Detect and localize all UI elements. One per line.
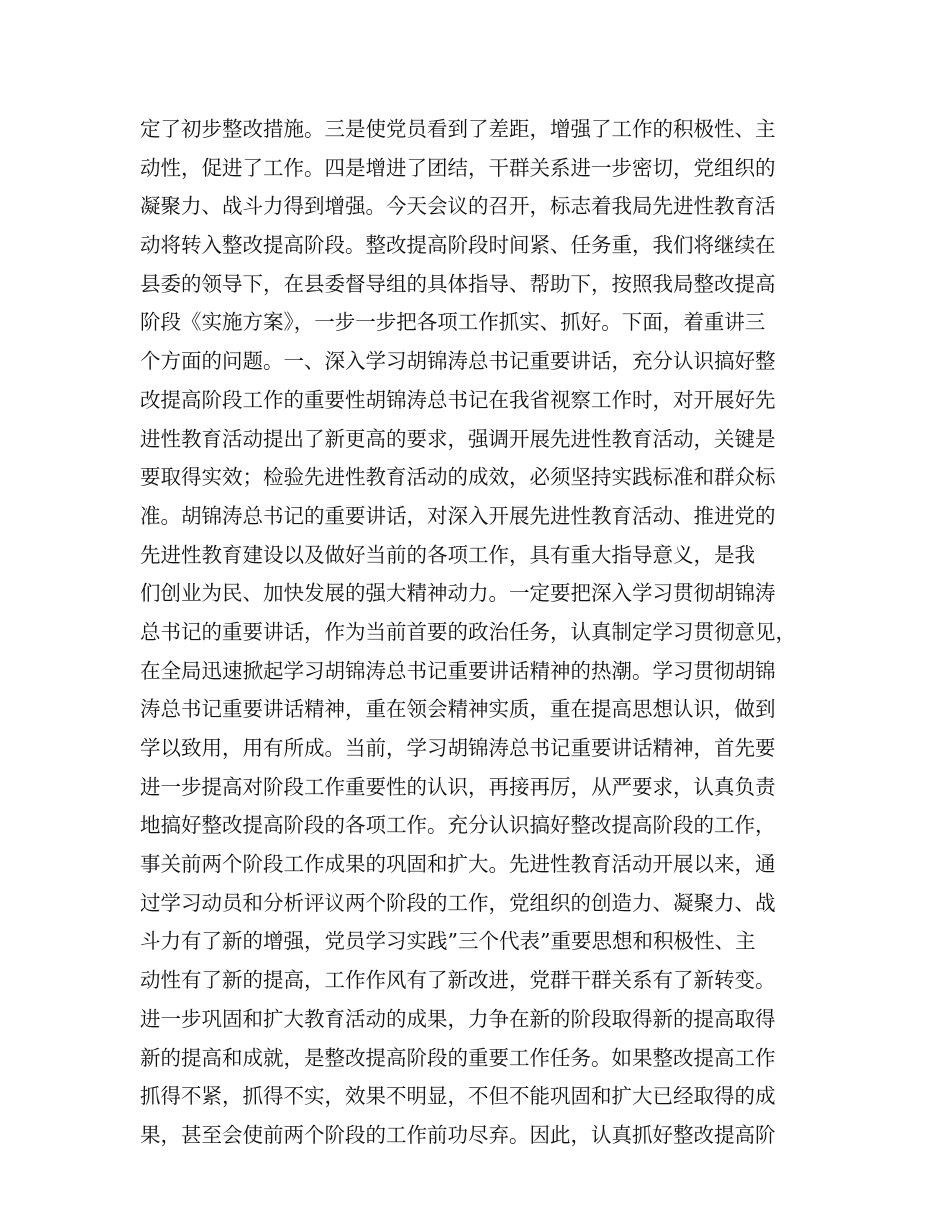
text-line: 学以致用，用有所成。当前，学习胡锦涛总书记重要讲话精神，首先要 bbox=[140, 736, 776, 760]
text-line: 过学习动员和分析评议两个阶段的工作，党组织的创造力、凝聚力、战 bbox=[140, 890, 776, 915]
text-line: 动性，促进了工作。四是增进了团结，干群关系进一步密切，党组织的 bbox=[140, 155, 776, 180]
text-line: 事关前两个阶段工作成果的巩固和扩大。先进性教育活动开展以来，通 bbox=[140, 852, 776, 877]
text-line: 改提高阶段工作的重要性胡锦涛总书记在我省视察工作时，对开展好先 bbox=[140, 387, 776, 412]
text-line: 果，甚至会使前两个阶段的工作前功尽弃。因此，认真抓好整改提高阶 bbox=[140, 1122, 776, 1147]
text-line: 进性教育活动提出了新更高的要求，强调开展先进性教育活动，关键是 bbox=[140, 426, 776, 451]
text-line: 总书记的重要讲话，作为当前首要的政治任务，认真制定学习贯彻意见， bbox=[140, 619, 796, 644]
text-line: 先进性教育建设以及做好当前的各项工作，具有重大指导意义，是我 bbox=[140, 542, 755, 567]
text-line: 地搞好整改提高阶段的各项工作。充分认识搞好整改提高阶段的工作， bbox=[140, 813, 776, 838]
text-line: 进一步巩固和扩大教育活动的成果，力争在新的阶段取得新的提高取得 bbox=[140, 1006, 776, 1031]
text-line: 抓得不紧，抓得不实，效果不明显，不但不能巩固和扩大已经取得的成 bbox=[140, 1084, 776, 1109]
text-line: 阶段《实施方案》，一步一步把各项工作抓实、抓好。下面，着重讲三 bbox=[140, 310, 766, 335]
text-line: 在全局迅速掀起学习胡锦涛总书记重要讲话精神的热潮。学习贯彻胡锦 bbox=[140, 658, 776, 683]
text-line: 定了初步整改措施。三是使党员看到了差距，增强了工作的积极性、主 bbox=[140, 117, 776, 141]
body-text bbox=[140, 110, 830, 1155]
text-line: 们创业为民、加快发展的强大精神动力。一定要把深入学习贯彻胡锦涛 bbox=[140, 581, 776, 606]
text-line: 县委的领导下，在县委督导组的具体指导、帮助下，按照我局整改提高 bbox=[140, 271, 776, 296]
text-line: 凝聚力、战斗力得到增强。今天会议的召开，标志着我局先进性教育活 bbox=[140, 194, 776, 219]
text-line: 斗力有了新的增强，党员学习实践”三个代表”重要思想和积极性、主 bbox=[140, 929, 756, 954]
text-line: 个方面的问题。一、深入学习胡锦涛总书记重要讲话，充分认识搞好整 bbox=[140, 349, 776, 374]
text-line: 动将转入整改提高阶段。整改提高阶段时间紧、任务重，我们将继续在 bbox=[140, 233, 776, 258]
text-line: 要取得实效；检验先进性教育活动的成效，必须坚持实践标准和群众标 bbox=[140, 465, 776, 490]
text-line: 涛总书记重要讲话精神，重在领会精神实质，重在提高思想认识，做到 bbox=[140, 697, 776, 722]
text-line: 新的提高和成就，是整改提高阶段的重要工作任务。如果整改提高工作 bbox=[140, 1045, 776, 1070]
text-line: 动性有了新的提高，工作作风有了新改进，党群干群关系有了新转变。 bbox=[140, 968, 776, 993]
text-line: 准。胡锦涛总书记的重要讲话，对深入开展先进性教育活动、推进党的 bbox=[140, 503, 776, 528]
text-line: 进一步提高对阶段工作重要性的认识，再接再厉，从严要求，认真负责 bbox=[140, 774, 776, 799]
